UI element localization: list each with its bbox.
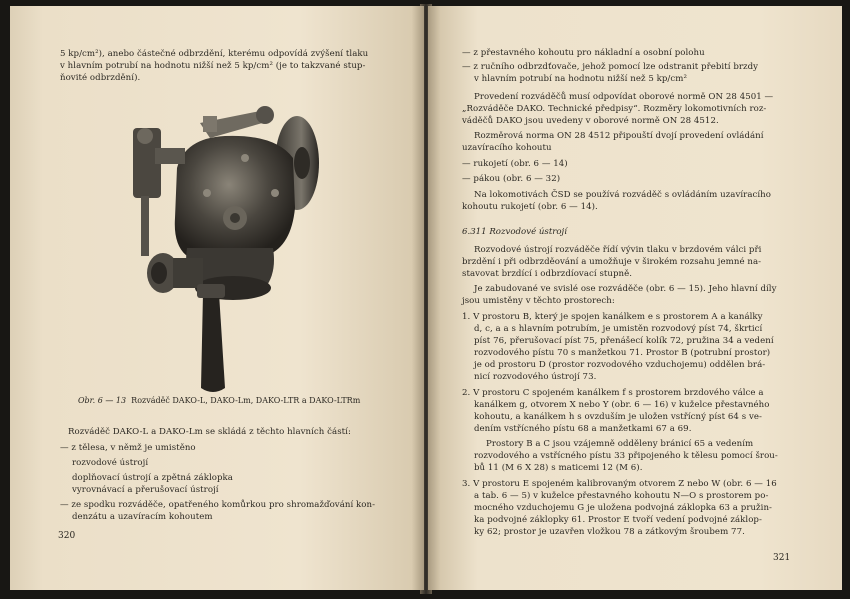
text-line: dením vstřícného pístu 68 a manžetkami 67 a 69. [474,424,692,434]
list-item: — z přestavného kohoutu pro nákladní a osobní polohu [462,48,705,58]
text-line: a tab. 6 — 5) v kuželce přestavného kohoutu N—O s prostorem po- [474,491,769,501]
text-line: ňovité odbrzdění). [60,73,141,83]
list-item: doplňovací ústrojí a zpětná záklopka [72,473,233,483]
text-line: píst 76, přerušovací píst 75, přenášecí kolík 72, pružina 34 a vedení [474,336,774,346]
text-line: je od prostoru D (prostor rozvodového vzduchojemu) oddělen brá- [474,360,766,370]
list-item: — pákou (obr. 6 — 32) [462,174,561,184]
text-line: 1. V prostoru B, který je spojen kanálkem e s prostorem A a kanálky [462,312,763,322]
list-item: — z ručního odbrzdťovače, jehož pomocí lze odstranit přebití brzdy [462,62,759,72]
section-heading: 6.311 Rozvodové ústrojí [462,227,567,237]
list-item: rozvodové ústrojí [72,458,149,468]
paragraph-line: Rozváděč DAKO-L a DAKO-Lm se skládá z těchto hlavních částí: [68,427,351,437]
figure-label: Obr. 6 — 13 [78,396,127,405]
figure-caption-text: Rozváděč DAKO-L, DAKO-Lm, DAKO-LTR a DAKO-LTRm [131,396,361,405]
text-line: kohoutu, a kanálkem h s ovzduším je uložen vstřícný píst 64 s ve- [474,412,762,422]
text-line: kohoutu rukojetí (obr. 6 — 14). [462,202,598,212]
text-line: ky 62; prostor je uzavřen vložkou 78 a zátkovým šroubem 77. [474,527,745,537]
text-line: jsou umistěny v těchto prostorech: [462,296,615,306]
text-line: „Rozváděče DAKO. Technické předpisy“. Rozměry lokomotivních roz- [462,104,767,114]
text-line: kanálkem g, otvorem X nebo Y (obr. 6 — 16) v kuželce přestavného [474,400,770,410]
right-page [428,6,842,590]
left-page [10,6,424,590]
text-line: 5 kp/cm²), anebo částečné odbrzdění, kterému odpovídá zvýšení tlaku [60,49,369,59]
text-line: v hlavním potrubí na hodnotu nižší než 5 kp/cm² (je to takzvané stup- [60,61,366,71]
text-line: Prostory B a C jsou vzájemně odděleny bránicí 65 a vedením [486,439,754,449]
list-item: — ze spodku rozváděče, opatřeného komůrkou pro shromažďování kon- [60,500,376,510]
text-line: Provedení rozváděčů musí odpovídat oborové normě ON 28 4501 — [474,92,774,102]
text-line: 3. V prostoru E spojeném kalibrovaným otvorem Z nebo W (obr. 6 — 16 [462,479,777,489]
text-line: nicí rozvodového ústrojí 73. [474,372,597,382]
list-item: vyrovnávací a přerušovací ústrojí [72,485,219,495]
text-line: stavovat brzdící i odbrzdíovací stupně. [462,269,633,279]
text-line: d, c, a a s hlavním potrubím, je umistěn rozvodový píst 74, škrticí [474,324,763,334]
list-item: — z tělesa, v němž je umistěno [60,443,196,453]
page-number: 320 [58,531,76,541]
text-line: bů 11 (M 6 X 28) s maticemi 12 (M 6). [474,463,643,473]
figure-caption [78,396,360,406]
text-line: Je zabudované ve svislé ose rozváděče (obr. 6 — 15). Jeho hlavní díly [474,284,777,294]
text-line: váděčů DAKO jsou uvedeny v oborové normě ON 28 4512. [462,116,719,126]
text-line: rozvodového a vstřícného pístu 33 připojeného k tělesu pomocí šrou- [474,451,778,461]
text-line: Rozvodové ústrojí rozváděče řídí vývin tlaku v brzdovém válci při [474,245,762,255]
text-line: rozvodového pístu 70 s manžetkou 71. Prostor B (potrubní prostor) [474,348,771,358]
text-line: uzavíracího kohoutu [462,143,552,153]
brake-distributor-photo [115,98,330,396]
text-line: 2. V prostoru C spojeném kanálkem f s prostorem brzdového válce a [462,388,764,398]
text-line: mocného vzduchojemu G je uložena podvojná záklopka 63 a pružin- [474,503,772,513]
text-line: brzdění i při odbrzděování a umožňuje v širokém rozsahu jemné na- [462,257,762,267]
list-item: — rukojetí (obr. 6 — 14) [462,159,568,169]
text-line: ka podvojné záklopky 61. Prostor E tvoří vedení podvojné záklop- [474,515,762,525]
page-number: 321 [773,553,791,563]
text-line: Rozměrová norma ON 28 4512 připouští dvojí provedení ovládání [474,131,764,141]
text-line: Na lokomotivách ČSD se používá rozváděč s ovládáním uzavíracího [474,190,771,200]
list-item: denzátu a uzavíracím kohoutem [72,512,213,522]
text-line: v hlavním potrubí na hodnotu nižší než 5 kp/cm² [474,74,687,84]
